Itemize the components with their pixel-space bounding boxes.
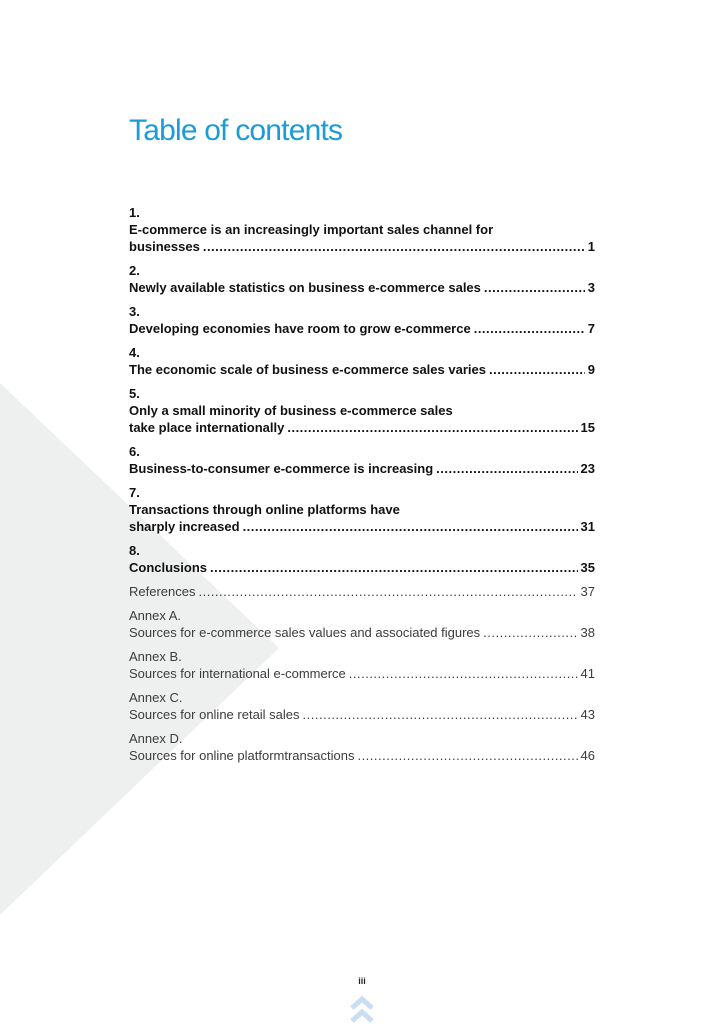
entry-number: Annex A. [129, 608, 182, 623]
toc-entry-4[interactable] [129, 344, 595, 378]
toc-entry-annex-a[interactable] [129, 607, 595, 641]
entry-title: Business-to-consumer e-commerce is increasing [129, 461, 434, 476]
page-folio: iii [358, 976, 366, 986]
entry-page-number: 46 [580, 748, 595, 763]
entry-title: Conclusions [129, 560, 208, 575]
entry-title: The economic scale of business e-commerce sales varies [129, 362, 486, 377]
entry-number: Annex B. [129, 649, 182, 664]
toc-entry-annex-d[interactable] [129, 730, 595, 764]
entry-number: 8. [129, 543, 140, 558]
entry-number: Annex C. [129, 690, 183, 705]
entry-title: Sources for online retail sales [129, 707, 300, 722]
toc-entry-1[interactable] [129, 204, 595, 255]
entry-title: References [129, 584, 196, 599]
leader-dots [484, 279, 585, 296]
leader-dots [287, 419, 577, 436]
entry-title: Developing economies have room to grow e-commerce [129, 321, 471, 336]
entry-title: take place internationally [129, 420, 285, 435]
entry-page-number: 7 [587, 321, 595, 336]
entry-number: 3. [129, 304, 140, 319]
entry-page-number: 31 [580, 519, 595, 534]
toc-entry-5[interactable] [129, 385, 595, 436]
entry-title-line: Transactions through online platforms have [129, 502, 400, 517]
entry-number: 6. [129, 444, 140, 459]
entry-title: businesses [129, 239, 200, 254]
entry-page-number: 23 [580, 461, 595, 476]
entry-page-number: 43 [580, 707, 595, 722]
leader-dots [243, 518, 578, 535]
toc-entry-references[interactable] [129, 583, 595, 600]
page-title: Table of contents [129, 114, 343, 147]
entry-page-number: 9 [587, 362, 595, 377]
leader-dots [203, 238, 585, 255]
toc-entry-2[interactable] [129, 262, 595, 296]
entry-number: 1. [129, 205, 140, 220]
toc-list [129, 204, 595, 771]
leader-dots [349, 665, 578, 682]
entry-page-number: 35 [580, 560, 595, 575]
toc-entry-8[interactable] [129, 542, 595, 576]
toc-entry-annex-b[interactable] [129, 648, 595, 682]
leader-dots [483, 624, 577, 641]
entry-page-number: 41 [580, 666, 595, 681]
entry-page-number: 37 [580, 584, 595, 599]
entry-title-line: E-commerce is an increasingly important sales channel for [129, 222, 494, 237]
toc-entry-6[interactable] [129, 443, 595, 477]
entry-page-number: 3 [587, 280, 595, 295]
entry-page-number: 15 [580, 420, 595, 435]
leader-dots [303, 706, 578, 723]
toc-entry-3[interactable] [129, 303, 595, 337]
entry-number: 7. [129, 485, 140, 500]
leader-dots [198, 583, 577, 600]
toc-entry-annex-c[interactable] [129, 689, 595, 723]
leader-dots [489, 361, 585, 378]
entry-title: Sources for international e-commerce [129, 666, 346, 681]
entry-title-line: Only a small minority of business e-commerce sales [129, 403, 453, 418]
chevron-up-icon [349, 994, 375, 1024]
entry-title: Sources for online platformtransactions [129, 748, 355, 763]
entry-title: sharply increased [129, 519, 240, 534]
entry-number: 2. [129, 263, 140, 278]
leader-dots [357, 747, 577, 764]
leader-dots [210, 559, 578, 576]
entry-number: 4. [129, 345, 140, 360]
entry-title: Newly available statistics on business e-commerce sales [129, 280, 481, 295]
entry-number: Annex D. [129, 731, 183, 746]
leader-dots [474, 320, 585, 337]
entry-title: Sources for e-commerce sales values and associated figures [129, 625, 481, 640]
entry-page-number: 1 [587, 239, 595, 254]
toc-entry-7[interactable] [129, 484, 595, 535]
entry-page-number: 38 [580, 625, 595, 640]
entry-number: 5. [129, 386, 140, 401]
leader-dots [436, 460, 577, 477]
